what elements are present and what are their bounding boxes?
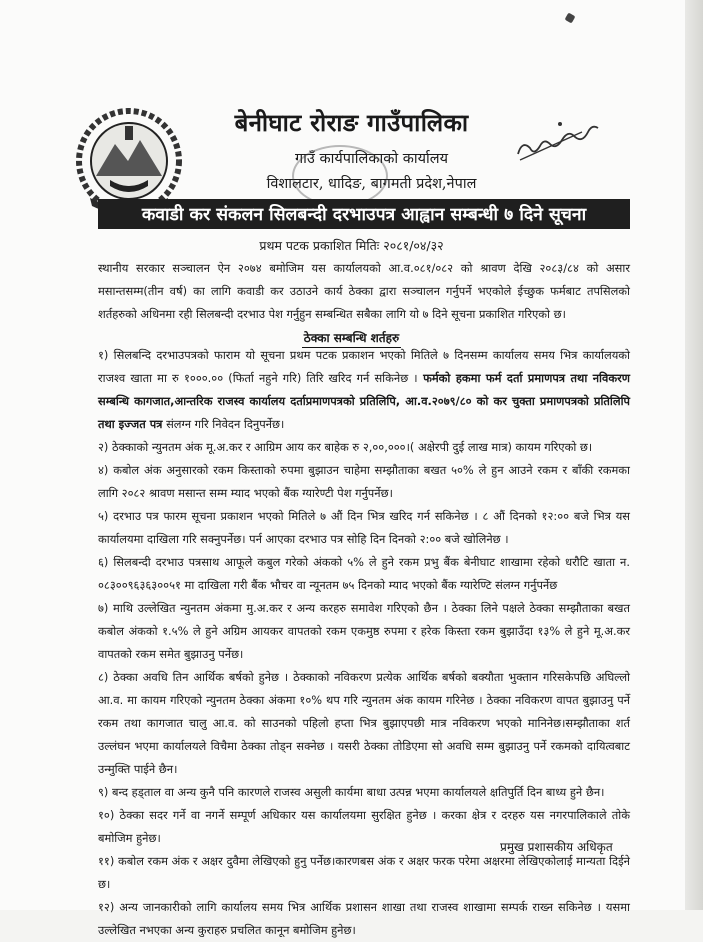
term-item: ६) सिलबन्दी दरभाउ पत्रसाथ आफूले कबुल गरेको अंकको ५% ले हुने रकम प्रभु बैंक बेनीघाट शाखामा रहेको धरौटि खाता न. ०८३००९६३६३००५१ मा दाखिला गरी बैंक भौचर वा न्यूनतम ७५ दिनको म्याद भएको बैंक ग्यारेण्टि संलग्न गर्नुपर्नेछ xyxy=(98,555,630,592)
term-item: १०) ठेक्का सदर गर्ने वा नगर्ने सम्पूर्ण अधिकार यस कार्यालयमा सुरक्षित हुनेछ । करका क्षेत्र र दरहरु यस नगरपालिकाले तोके बमोजिम हुनेछ। xyxy=(98,808,630,845)
office-name: गाउँ कार्यपालिकाको कार्यालय xyxy=(294,151,449,167)
municipality-title: बेनीघाट रोराङ गाउँपालिका xyxy=(234,108,469,137)
term-item: ५) दरभाउ पत्र फारम सूचना प्रकाशन भएको मितिले ७ औं दिन भित्र खरिद गर्न सकिनेछ । ८ औं दिनको १२:०० बजे भित्र यस कार्यालयमा दाखिला गरि सक्नुपर्नेछ। पर्न आएका दरभाउ पत्र सोहि दिन दिनको २:०० बजे खोलिनेछ । xyxy=(98,509,630,546)
signoff-title: प्रमुख प्रशासकीय अधिकृत xyxy=(500,840,613,854)
term-item: ९) बन्द हड्ताल वा अन्य कुनै पनि कारणले राजस्व असुली कार्यमा बाधा उत्पन्न भएमा कार्यालयले क्षतिपुर्ति दिन बाध्य हुने छैन। xyxy=(98,785,605,799)
term-item: १२) अन्य जानकारीको लागि कार्यालय समय भित्र आर्थिक प्रशासन शाखा तथा राजस्व शाखामा सम्पर्क राख्न सकिनेछ । यसमा उल्लेखित नभएका अन्य कुराहरु प्रचलित कानून बमोजिम हुनेछ। xyxy=(98,900,630,937)
intro-paragraph: स्थानीय सरकार सञ्चालन ऐन २०७४ बमोजिम यस कार्यालयको आ.व.०८१/०८२ को श्रावण देखि २०८३/८४ को असार मसान्तसम्म(तीन वर्ष) का लागि कवाडी कर उठाउने कार्य ठेक्का द्वारा सञ्चालन गर्नुपर्ने भएकोले ईच्छुक फर्मबाट तपसिलको शर्तहरुको अधिनमा रही सिलबन्दी दरभाउ पेश गर्नुहुन सम्बन्धित सबैका लागि यो ७ दिने सूचना प्रकाशित गरिएको छ। xyxy=(98,261,630,321)
ink-fleck xyxy=(565,13,576,24)
terms-heading: ठेक्का सम्बन्धि शर्तहरु xyxy=(302,329,401,348)
term-item: १) सिलबन्दि दरभाउपत्रको फाराम यो सूचना प्रथम पटक प्रकाशन भएको मितिले ७ दिनसम्म कार्यालय समय भित्र कार्यालयको राजश्व खाता मा रु १०००.०० (फिर्ता नहुने गरि) तिरि खरिद गर्न सकिनेछ । फर्मको हकमा फर्म दर्ता प्रमाणपत्र तथा नविकरण सम्बन्धि कागजात,आन्तरिक राजस्व कार्यालय दर्ताप्रमाणपत्रको प्रतिलिपि, आ.व.२०७९/८० को कर चुक्ता प्रमाणपत्रको प्रतिलिपि तथा इज्जत पत्र संलग्न गरि निवेदन दिनुपर्नेछ। xyxy=(98,348,630,431)
term-item: ४) कबोल अंक अनुसारको रकम किस्ताको रुपमा बुझाउन चाहेमा सम्झौताका बखत ५०% ले हुन आउने रकम र बाँकी रकमका लागि २०८२ श्रावण मसान्त सम्म म्याद भएको बैंक ग्यारेण्टी पेश गर्नुपर्नेछ। xyxy=(98,463,630,500)
office-address: विशालटार, धादिङ, बागमती प्रदेश,नेपाल xyxy=(266,176,477,192)
notice-banner: कवाडी कर संकलन सिलबन्दी दरभाउपत्र आह्वान सम्बन्धी ७ दिने सूचना xyxy=(98,199,630,229)
handwritten-signature xyxy=(512,110,602,170)
published-date: प्रथम पटक प्रकाशित मितिः २०८१/०४/३२ xyxy=(259,238,444,253)
term-item: ७) माथि उल्लेखित न्युनतम अंकमा मु.अ.कर र अन्य करहरु समावेश गरिएको छैन । ठेक्का लिने पक्षले ठेक्का सम्झौताका बखत कबोल अंकको १.५% ले हुने अग्रिम आयकर वापतको रकम एकमुष्ठ रुपमा र हरेक किस्ता रकम बुझाउँदा १३% ले हुने मू.अ.कर वापतको रकम समेत बुझाउनु पर्नेछ। xyxy=(98,601,630,661)
term-item: ८) ठेक्का अवधि तिन आर्थिक बर्षको हुनेछ । ठेक्काको नविकरण प्रत्येक आर्थिक बर्षको बक्यौता भुक्तान गरिसकेपछि अघिल्लो आ.व. मा कायम गरिएको न्युनतम ठेक्का अंकमा १०% थप गरि न्युनतम अंक कायम गरिनेछ । ठेक्का नविकरण वापत बुझाउनु पर्ने रकम तथा कागजात चालु आ.व. को साउनको पहिलो हप्ता भित्र बुझाएपछी मात्र नविकरण भएको मानिनेछ।सम्झौताका शर्त उल्लंघन भएमा कार्यालयले विचैमा ठेक्का तोड्न सक्नेछ । यसरी ठेक्का तोडिएमा सो अवधि सम्म बुझाउनु पर्ने रकमको दायित्वबाट उन्मुक्ति पाईने छैन। xyxy=(98,670,630,776)
term-item: ११) कबोल रकम अंक र अक्षर दुवैमा लेखिएको हुनु पर्नेछ।कारणबस अंक र अक्षर फरक परेमा अक्षरमा लेखिएकोलाई मान्यता दिईने छ। xyxy=(98,854,630,891)
term-item: २) ठेक्काको न्युनतम अंक मू.अ.कर र आग्रिम आय कर बाहेक रु २,००,०००।( अक्षेरपी दुई लाख मात्र) कायम गरिएको छ। xyxy=(98,440,593,454)
office-stamp xyxy=(292,145,388,207)
